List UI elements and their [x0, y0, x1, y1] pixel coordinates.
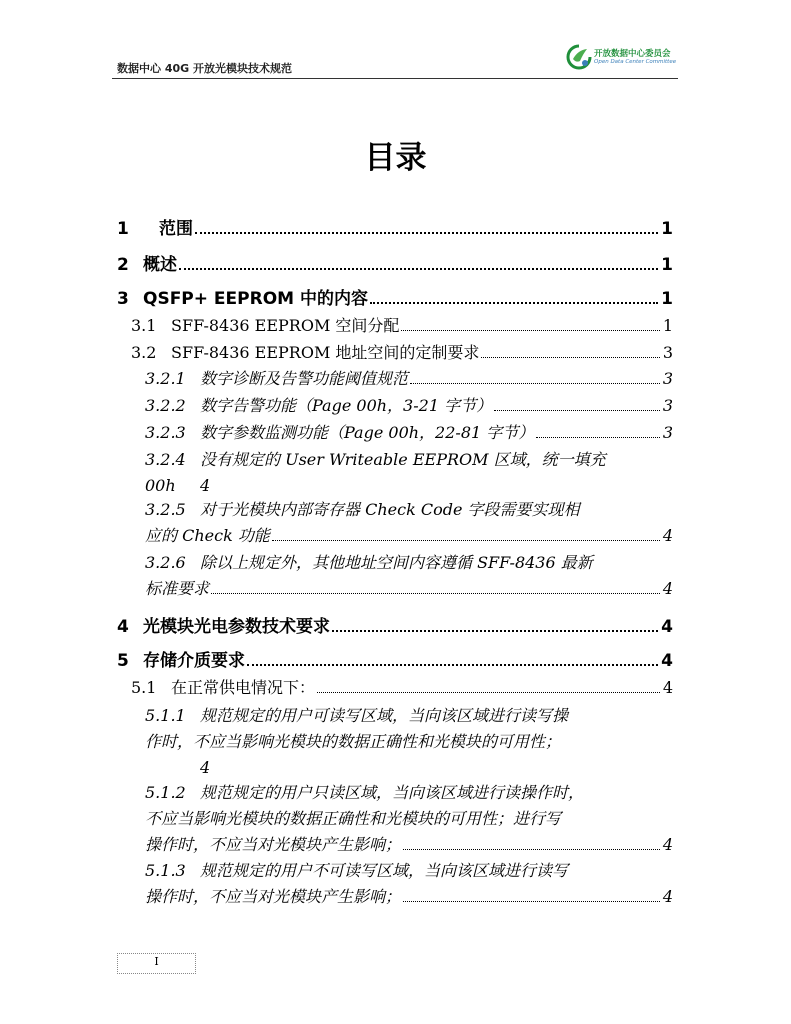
logo-english-text: Open Data Center Committee	[594, 59, 677, 65]
toc-entry-3-2-6[interactable]	[145, 550, 673, 602]
toc-entry-number: 2	[117, 255, 129, 275]
toc-entry-3-2-4[interactable]	[145, 447, 673, 499]
toc-entry-page: 3	[662, 423, 673, 442]
toc-entry-number: 5.1.2	[145, 783, 186, 802]
toc-entry-page: 1	[661, 255, 673, 275]
toc-entry-number: 3.2.5	[145, 500, 186, 519]
toc-entry-2[interactable]	[117, 252, 673, 278]
toc-entry-3[interactable]	[117, 286, 673, 312]
toc-entry-number: 3.2.6	[145, 553, 186, 572]
dot-leader	[370, 302, 658, 304]
toc-entry-number: 3.2.4	[145, 450, 186, 469]
toc-entry-text: 对于光模块内部寄存器 Check Code 字段需要实现相	[200, 500, 580, 519]
footer-page-box	[117, 953, 196, 974]
toc-entry-text: 光模块光电参数技术要求	[143, 617, 330, 637]
dot-leader	[272, 540, 660, 541]
logo-chinese-text: 开放数据中心委员会	[594, 49, 671, 59]
toc-entry-3-2-1[interactable]	[145, 366, 673, 392]
toc-entry-5-1-2[interactable]	[145, 780, 673, 858]
dot-leader	[403, 849, 660, 850]
header-divider	[112, 78, 678, 79]
odcc-logo-icon	[566, 44, 592, 70]
toc-entry-text: 没有规定的 User Writeable EEPROM 区域，统一填充	[200, 450, 606, 469]
toc-entry-text-continued: 操作时，不应当对光模块产生影响；	[145, 887, 402, 906]
toc-entry-5-1[interactable]	[131, 675, 673, 701]
toc-entry-number: 3.2.3	[145, 423, 186, 442]
toc-entry-page: 4	[661, 617, 673, 637]
toc-entry-5[interactable]	[117, 648, 673, 674]
toc-entry-page: 4	[662, 579, 673, 598]
toc-entry-text: 在正常供电情况下：	[171, 678, 316, 697]
toc-entry-page: 1	[661, 289, 673, 309]
footer-page-number: I	[154, 955, 159, 968]
dot-leader	[410, 383, 660, 384]
toc-entry-5-1-3[interactable]	[145, 858, 673, 910]
toc-entry-text-continued: 作时，不应当影响光模块的数据正确性和光模块的可用性；	[145, 732, 562, 751]
toc-entry-3-2-2[interactable]	[145, 393, 673, 419]
toc-entry-text: 规范规定的用户只读区域，当向该区域进行读操作时，	[200, 783, 585, 802]
dot-leader	[494, 410, 660, 411]
toc-entry-page: 4	[662, 678, 673, 697]
header-title: 数据中心 40G 开放光模块技术规范	[117, 62, 292, 75]
dot-leader	[195, 232, 658, 234]
dot-leader	[401, 330, 659, 331]
toc-entry-number: 4	[117, 617, 129, 637]
toc-entry-text: 数字诊断及告警功能阈值规范	[200, 369, 409, 388]
toc-entry-page: 4	[662, 887, 673, 906]
toc-entry-text-continued-2: 操作时，不应当对光模块产生影响；	[145, 835, 402, 854]
toc-entry-1[interactable]	[117, 216, 673, 242]
toc-entry-number: 3.2.2	[145, 396, 186, 415]
toc-entry-number: 5.1.3	[145, 861, 186, 880]
dot-leader	[481, 357, 659, 358]
dot-leader	[179, 268, 658, 270]
toc-entry-text-continued: 标准要求	[145, 579, 210, 598]
dot-leader	[403, 901, 660, 902]
dot-leader	[332, 630, 658, 632]
odcc-logo	[566, 44, 678, 74]
toc-entry-text: 除以上规定外，其他地址空间内容遵循 SFF-8436 最新	[200, 553, 593, 572]
toc-entry-text: 数字告警功能（Page 00h，3-21 字节）	[200, 396, 493, 415]
toc-entry-page: 4	[662, 526, 673, 545]
toc-entry-text: SFF-8436 EEPROM 地址空间的定制要求	[171, 343, 480, 362]
toc-entry-page: 3	[662, 343, 673, 362]
toc-entry-number: 3.1	[131, 316, 157, 335]
toc-entry-page: 4	[200, 476, 211, 495]
toc-entry-3-1[interactable]	[131, 313, 673, 339]
toc-entry-number: 5	[117, 651, 129, 671]
toc-entry-number: 3.2.1	[145, 369, 186, 388]
toc-entry-text: QSFP+ EEPROM 中的内容	[143, 289, 368, 309]
dot-leader	[536, 437, 660, 438]
toc-entry-text-continued: 00h	[145, 476, 176, 495]
dot-leader	[211, 593, 660, 594]
toc-entry-text-continued: 不应当影响光模块的数据正确性和光模块的可用性；进行写	[145, 809, 562, 828]
toc-entry-3-2-3[interactable]	[145, 420, 673, 446]
toc-entry-page: 3	[662, 369, 673, 388]
toc-entry-page: 1	[661, 219, 673, 239]
toc-entry-text: 规范规定的用户可读写区域，当向该区域进行读写操	[200, 706, 569, 725]
toc-entry-number: 5.1	[131, 678, 157, 697]
toc-entry-number: 3.2	[131, 343, 157, 362]
toc-entry-text: 概述	[143, 255, 177, 275]
dot-leader	[317, 692, 660, 693]
toc-entry-number: 5.1.1	[145, 706, 186, 725]
toc-entry-number: 1	[117, 219, 129, 239]
toc-entry-5-1-1[interactable]	[145, 703, 673, 781]
toc-entry-3-2-5[interactable]	[145, 497, 673, 549]
toc-entry-page: 4	[661, 651, 673, 671]
toc-entry-page: 1	[662, 316, 673, 335]
toc-title: 目录	[364, 140, 427, 176]
toc-entry-text-continued: 应的 Check 功能	[145, 526, 270, 545]
toc-entry-text: 范围	[159, 219, 193, 239]
toc-entry-page: 3	[662, 396, 673, 415]
dot-leader	[247, 664, 658, 666]
toc-entry-3-2[interactable]	[131, 340, 673, 366]
toc-entry-4[interactable]	[117, 614, 673, 640]
toc-entry-text: 存储介质要求	[143, 651, 245, 671]
toc-entry-page: 4	[200, 758, 211, 777]
toc-entry-number: 3	[117, 289, 129, 309]
toc-entry-text: 数字参数监测功能（Page 00h，22-81 字节）	[200, 423, 535, 442]
toc-entry-page: 4	[662, 835, 673, 854]
toc-entry-text: 规范规定的用户不可读写区域，当向该区域进行读写	[200, 861, 569, 880]
toc-entry-text: SFF-8436 EEPROM 空间分配	[171, 316, 400, 335]
